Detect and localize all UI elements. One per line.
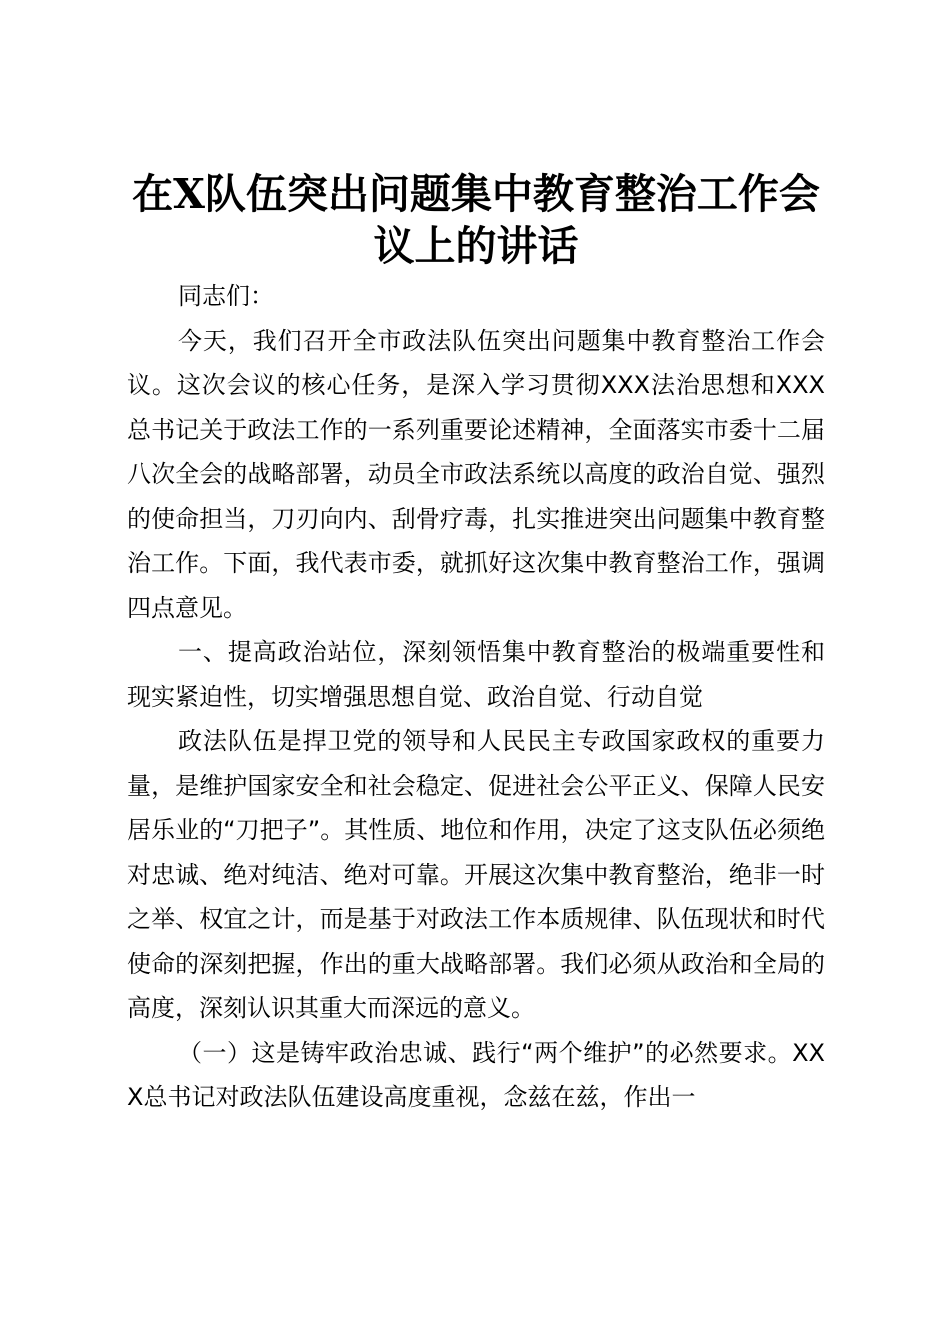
document-body [127, 168, 825, 1120]
document-title: 在X队伍突出问题集中教育整治工作会议上的讲话 [132, 170, 820, 270]
section-heading-1: 一、提高政治站位，深刻领悟集中教育整治的极端重要性和现实紧迫性，切实增强思想自觉、政治自觉、行动自觉 [127, 638, 825, 711]
salutation: 同志们： [178, 282, 274, 310]
paragraph-subsection-1: （一）这是铸牢政治忠诚、践行“两个维护”的必然要求。XXX总书记对政法队伍建设高度重视，念兹在兹，作出一 [127, 1038, 825, 1111]
paragraph-intro: 今天，我们召开全市政法队伍突出问题集中教育整治工作会议。这次会议的核心任务，是深入学习贯彻XXX法治思想和XXX总书记关于政法工作的一系列重要论述精神，全面落实市委十二届八次全会的战略部署，动员全市政法系统以高度的政治自觉、强烈的使命担当，刀刃向内、刮骨疗毒，扎实推进突出问题集中教育整治工作。下面，我代表市委，就抓好这次集中教育整治工作，强调四点意见。 [127, 326, 825, 622]
paragraph-section-1: 政法队伍是捍卫党的领导和人民民主专政国家政权的重要力量，是维护国家安全和社会稳定、促进社会公平正义、保障人民安居乐业的“刀把子”。其性质、地位和作用，决定了这支队伍必须绝对忠诚、绝对纯洁、绝对可靠。开展这次集中教育整治，绝非一时之举、权宜之计，而是基于对政法工作本质规律、队伍现状和时代使命的深刻把握，作出的重大战略部署。我们必须从政治和全局的高度，深刻认识其重大而深远的意义。 [127, 727, 825, 1022]
